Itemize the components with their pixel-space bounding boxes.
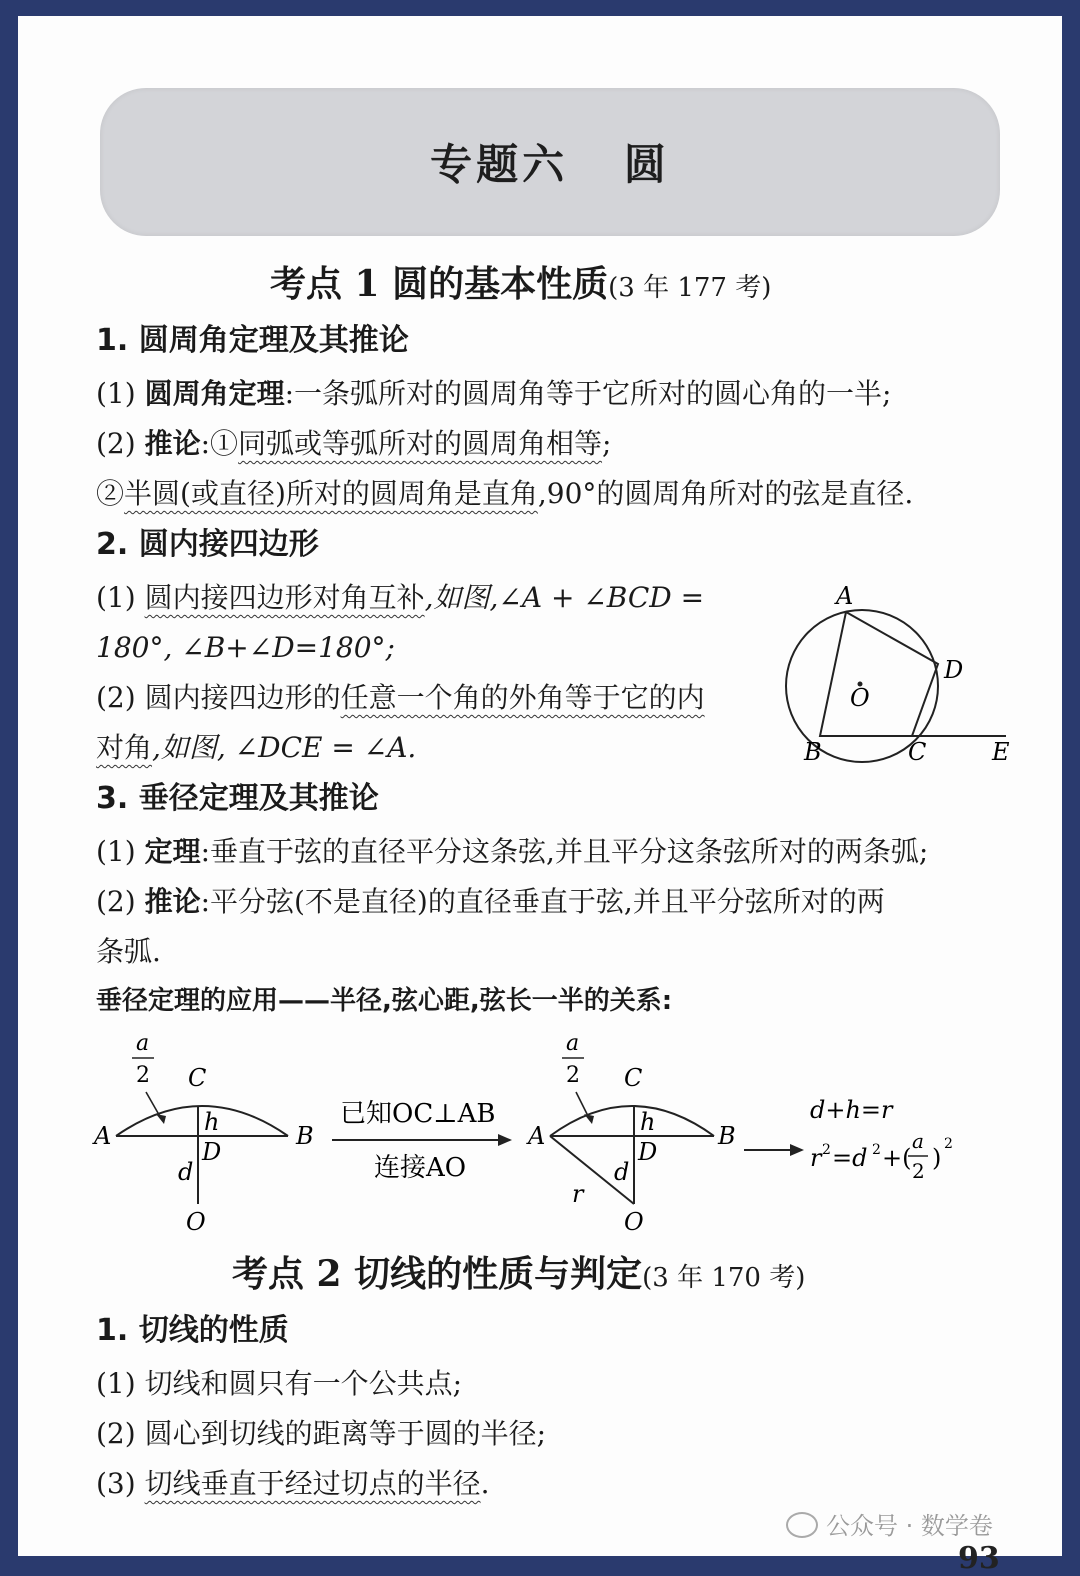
label-h-left: h (204, 1108, 220, 1136)
term: 推论 (144, 427, 201, 460)
label-e: E (992, 738, 1010, 766)
label-a-num: a (136, 1031, 150, 1056)
label-a-den-right: 2 (566, 1063, 580, 1088)
arc-left (116, 1106, 288, 1136)
eq2-sup-2: 2 (872, 1142, 881, 1158)
text: :平分弦(不是直径)的直径垂直于弦,并且平分弦所对的两 (200, 885, 885, 918)
label-c-right: C (624, 1064, 643, 1092)
quadrilateral (820, 612, 938, 736)
label: (2) (96, 885, 145, 918)
label-d-upper-right: D (638, 1138, 658, 1166)
kaodian-2-title: 考点 2 切线的性质与判定 (232, 1253, 643, 1295)
term: 推论 (144, 885, 201, 918)
emphasis: 同弧或等弧所对的圆周角相等 (238, 427, 603, 460)
emphasis: 切线垂直于经过切点的半径 (144, 1467, 481, 1500)
s3-line-1 (96, 835, 929, 868)
label-c: C (908, 738, 927, 766)
label-dist-left: d (178, 1158, 194, 1186)
kaodian-2-note: (3 年 170 考) (642, 1263, 806, 1293)
label-a-right: A (528, 1122, 546, 1150)
label-b-right: B (718, 1122, 736, 1150)
eq2-sup-3: 2 (944, 1136, 953, 1152)
s3-line-2 (96, 885, 885, 918)
label-a-left: A (94, 1122, 112, 1150)
eq2-sup-1: 2 (822, 1142, 831, 1158)
kaodian-1-note: (3 年 177 考) (608, 273, 772, 303)
label-o: O (850, 684, 870, 712)
text: (3) (96, 1467, 145, 1500)
term: 定理 (144, 835, 201, 868)
text: :① (200, 427, 239, 460)
label-o-right: O (624, 1208, 644, 1236)
text: ; (602, 427, 612, 460)
s3-line-3: 条弧. (96, 935, 161, 968)
s4-line-1: (1) 切线和圆只有一个公共点; (96, 1367, 462, 1400)
eq2-frac-den: 2 (912, 1159, 925, 1183)
s1-line-2 (96, 427, 612, 460)
formula: ,如图, ∠DCE = ∠A. (152, 731, 417, 764)
text: . (480, 1467, 490, 1500)
text: (1) (96, 581, 145, 614)
eq2-close: ) (932, 1144, 942, 1172)
label-a-den: 2 (136, 1063, 150, 1088)
arrowhead-2 (790, 1144, 804, 1156)
connect-step: 连接AO (374, 1153, 467, 1183)
section-1-heading: 1. 圆周角定理及其推论 (96, 323, 409, 358)
label-b-left: B (296, 1122, 314, 1150)
s1-line-1 (96, 377, 892, 410)
label-r-right: r (572, 1180, 584, 1208)
watermark (786, 1506, 993, 1541)
emphasis: 圆内接四边形对角互补 (144, 581, 425, 614)
arrowhead-1 (498, 1134, 512, 1146)
label-dist-right: d (614, 1158, 630, 1186)
s2-line-2: 180°, ∠B+∠D=180°; (96, 631, 395, 664)
kaodian-1-title: 考点 1 圆的基本性质 (270, 263, 609, 305)
s4-line-3 (96, 1467, 490, 1500)
arrowhead-right (584, 1114, 594, 1124)
text: ② (96, 477, 125, 510)
s1-line-3 (96, 477, 914, 510)
chapter-title: 专题六 圆 (430, 140, 670, 189)
kaodian-1-heading (270, 263, 772, 305)
text: :一条弧所对的圆周角等于它所对的圆心角的一半; (284, 377, 892, 410)
s3-application-title: 垂径定理的应用——半径,弦心距,弦长一半的关系: (96, 986, 673, 1016)
eq2-plus: +( (882, 1144, 912, 1172)
kaodian-2-heading (232, 1253, 806, 1295)
equation-1: d+h=r (810, 1096, 893, 1124)
page (18, 16, 1062, 1576)
label-h-right: h (640, 1108, 656, 1136)
label: (2) (96, 427, 145, 460)
cyclic-quadrilateral-figure (774, 582, 1024, 782)
label-a: A (836, 582, 854, 610)
s2-line-3 (96, 681, 705, 714)
text: ,90°的圆周角所对的弦是直径. (537, 477, 914, 510)
arc-right (550, 1106, 714, 1136)
text: (2) 圆内接四边形的 (96, 681, 341, 714)
label: (1) (96, 377, 145, 410)
term: 圆周角定理 (144, 377, 285, 410)
label-o-left: O (186, 1208, 206, 1236)
eq2-r: r (810, 1144, 822, 1172)
eq2-frac-num: a (912, 1129, 924, 1153)
chord-derivation-figure (88, 1030, 988, 1244)
label-d-upper-left: D (202, 1138, 222, 1166)
s2-line-1 (96, 581, 705, 614)
section-2-heading: 2. 圆内接四边形 (96, 527, 319, 562)
section-4-heading: 1. 切线的性质 (96, 1313, 289, 1348)
formula: ,如图,∠A + ∠BCD = (424, 581, 705, 614)
s2-line-4 (96, 731, 417, 764)
label-a-num-right: a (566, 1031, 580, 1056)
emphasis: 对角 (96, 731, 153, 764)
s4-line-2: (2) 圆心到切线的距离等于圆的半径; (96, 1417, 546, 1450)
emphasis: 半圆(或直径)所对的圆周角是直角 (124, 477, 538, 510)
emphasis: 任意一个角的外角等于它的内 (340, 681, 705, 714)
eq2-d: =d (832, 1144, 868, 1172)
wechat-icon (786, 1512, 818, 1538)
text: :垂直于弦的直径平分这条弦,并且平分这条弦所对的两条弧; (200, 835, 929, 868)
watermark-text: 公众号 · 数学卷 (826, 1512, 993, 1540)
label-d: D (944, 656, 964, 684)
page-number: 93 (958, 1541, 1000, 1576)
known-condition: 已知OC⊥AB (340, 1099, 496, 1129)
label: (1) (96, 835, 145, 868)
label-c-left: C (188, 1064, 207, 1092)
label-b: B (804, 738, 822, 766)
arrowhead-left (156, 1114, 166, 1124)
chapter-banner (100, 88, 1000, 236)
section-3-heading: 3. 垂径定理及其推论 (96, 781, 379, 816)
